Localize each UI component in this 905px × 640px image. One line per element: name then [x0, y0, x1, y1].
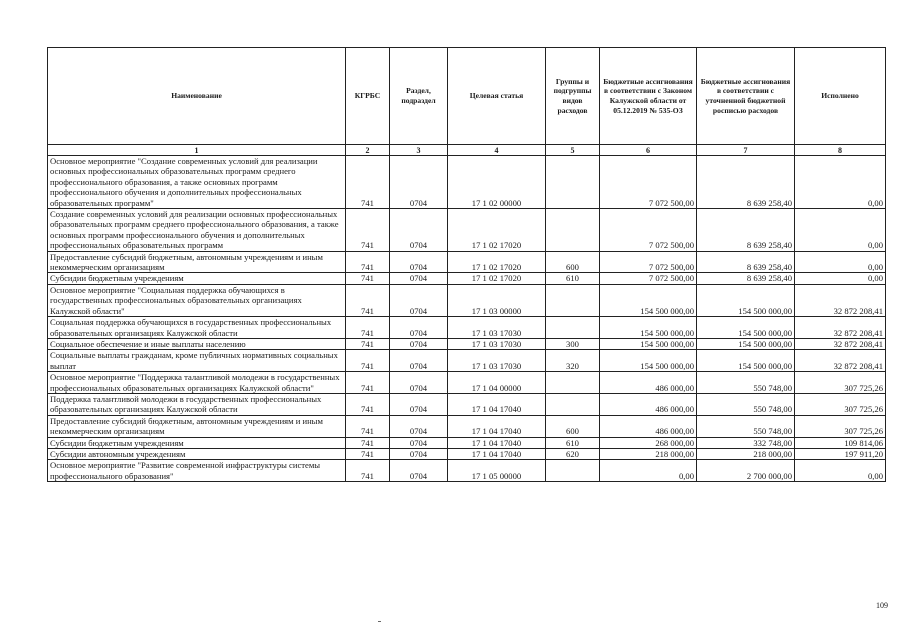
cell-executed: 32 872 208,41	[795, 284, 886, 316]
cell-name: Социальные выплаты гражданам, кроме публичных нормативных социальных выплат	[48, 350, 346, 372]
cell-group: 320	[546, 350, 600, 372]
cell-target: 17 1 02 17020	[448, 273, 546, 284]
table-row	[48, 251, 886, 273]
cell-executed: 307 725,26	[795, 415, 886, 437]
column-number: 4	[448, 145, 546, 156]
cell-executed: 0,00	[795, 460, 886, 482]
page-number: 109	[876, 601, 888, 610]
cell-target: 17 1 04 17040	[448, 448, 546, 459]
table-row	[48, 338, 886, 349]
table-row	[48, 317, 886, 339]
table-row	[48, 156, 886, 209]
cell-refined: 2 700 000,00	[697, 460, 795, 482]
cell-law: 0,00	[600, 460, 697, 482]
header-row	[48, 48, 886, 145]
cell-section: 0704	[390, 350, 448, 372]
cell-section: 0704	[390, 393, 448, 415]
cell-section: 0704	[390, 156, 448, 209]
cell-target: 17 1 02 17020	[448, 209, 546, 252]
cell-section: 0704	[390, 251, 448, 273]
column-number: 7	[697, 145, 795, 156]
cell-section: 0704	[390, 415, 448, 437]
cell-refined: 550 748,00	[697, 415, 795, 437]
cell-group	[546, 460, 600, 482]
cell-name: Социальное обеспечение и иные выплаты населению	[48, 338, 346, 349]
cell-kgrbs: 741	[346, 251, 390, 273]
cell-executed: 32 872 208,41	[795, 338, 886, 349]
cell-executed: 0,00	[795, 156, 886, 209]
cell-law: 7 072 500,00	[600, 209, 697, 252]
table-row	[48, 209, 886, 252]
cell-refined: 154 500 000,00	[697, 338, 795, 349]
cell-name: Основное мероприятие "Развитие современной инфраструктуры системы профессионального образования"	[48, 460, 346, 482]
cell-law: 7 072 500,00	[600, 273, 697, 284]
cell-group: 610	[546, 273, 600, 284]
scan-mark	[378, 621, 381, 622]
cell-executed: 0,00	[795, 251, 886, 273]
cell-target: 17 1 02 17020	[448, 251, 546, 273]
cell-law: 7 072 500,00	[600, 156, 697, 209]
cell-target: 17 1 03 00000	[448, 284, 546, 316]
cell-refined: 154 500 000,00	[697, 317, 795, 339]
cell-law: 268 000,00	[600, 437, 697, 448]
table-row	[48, 372, 886, 394]
column-number: 1	[48, 145, 346, 156]
cell-kgrbs: 741	[346, 415, 390, 437]
table-row	[48, 273, 886, 284]
cell-section: 0704	[390, 273, 448, 284]
cell-kgrbs: 741	[346, 284, 390, 316]
cell-group	[546, 393, 600, 415]
cell-target: 17 1 02 00000	[448, 156, 546, 209]
column-number: 3	[390, 145, 448, 156]
cell-law: 154 500 000,00	[600, 284, 697, 316]
cell-section: 0704	[390, 460, 448, 482]
column-number: 6	[600, 145, 697, 156]
table-row	[48, 284, 886, 316]
cell-group	[546, 284, 600, 316]
header-refined: Бюджетные ассигнования в соответствии с уточненной бюджетной росписью расходов	[697, 48, 795, 145]
cell-kgrbs: 741	[346, 209, 390, 252]
table-body	[48, 156, 886, 482]
cell-law: 154 500 000,00	[600, 350, 697, 372]
cell-executed: 307 725,26	[795, 393, 886, 415]
cell-kgrbs: 741	[346, 350, 390, 372]
cell-group: 610	[546, 437, 600, 448]
cell-refined: 332 748,00	[697, 437, 795, 448]
cell-kgrbs: 741	[346, 317, 390, 339]
cell-name: Субсидии бюджетным учреждениям	[48, 437, 346, 448]
header-executed: Исполнено	[795, 48, 886, 145]
cell-name: Субсидии автономным учреждениям	[48, 448, 346, 459]
header-kgrbs: КГРБС	[346, 48, 390, 145]
cell-group	[546, 156, 600, 209]
cell-section: 0704	[390, 372, 448, 394]
cell-group: 300	[546, 338, 600, 349]
cell-kgrbs: 741	[346, 156, 390, 209]
cell-refined: 8 639 258,40	[697, 156, 795, 209]
cell-name: Поддержка талантливой молодежи в государственных профессиональных образовательных организациях Калужской области	[48, 393, 346, 415]
cell-refined: 550 748,00	[697, 393, 795, 415]
header-target: Целевая статья	[448, 48, 546, 145]
cell-law: 7 072 500,00	[600, 251, 697, 273]
cell-target: 17 1 04 17040	[448, 393, 546, 415]
cell-refined: 218 000,00	[697, 448, 795, 459]
budget-table-container	[47, 47, 886, 482]
cell-name: Создание современных условий для реализации основных профессиональных образовательных программ среднего профессионального образования, а также основных программ профессионального обучения и дополнительных профессиональных образовательных программ	[48, 209, 346, 252]
cell-section: 0704	[390, 209, 448, 252]
cell-name: Основное мероприятие "Поддержка талантливой молодежи в государственных профессиональных образовательных организациях Калужской области"	[48, 372, 346, 394]
header-law: Бюджетные ассигнования в соответствии с Законом Калужской области от 05.12.2019 № 535-ОЗ	[600, 48, 697, 145]
cell-executed: 197 911,20	[795, 448, 886, 459]
table-row	[48, 393, 886, 415]
cell-name: Основное мероприятие "Создание современных условий для реализации основных профессиональных образовательных программ среднего профессионального образования, а также основных программ профессионального обучения и дополнительных профессиональных образовательных программ"	[48, 156, 346, 209]
budget-table	[47, 47, 886, 482]
cell-refined: 154 500 000,00	[697, 350, 795, 372]
table-row	[48, 460, 886, 482]
cell-name: Основное мероприятие "Социальная поддержка обучающихся в государственных профессиональных образовательных организациях Калужской области"	[48, 284, 346, 316]
cell-group	[546, 209, 600, 252]
cell-group	[546, 317, 600, 339]
cell-target: 17 1 03 17030	[448, 338, 546, 349]
cell-target: 17 1 03 17030	[448, 350, 546, 372]
cell-group: 620	[546, 448, 600, 459]
table-row	[48, 350, 886, 372]
cell-kgrbs: 741	[346, 338, 390, 349]
cell-executed: 307 725,26	[795, 372, 886, 394]
cell-name: Предоставление субсидий бюджетным, автономным учреждениям и иным некоммерческим организациям	[48, 251, 346, 273]
cell-refined: 550 748,00	[697, 372, 795, 394]
cell-refined: 8 639 258,40	[697, 209, 795, 252]
cell-law: 218 000,00	[600, 448, 697, 459]
cell-section: 0704	[390, 317, 448, 339]
cell-kgrbs: 741	[346, 460, 390, 482]
column-number-row	[48, 145, 886, 156]
table-row	[48, 448, 886, 459]
cell-law: 154 500 000,00	[600, 317, 697, 339]
cell-group: 600	[546, 251, 600, 273]
cell-target: 17 1 05 00000	[448, 460, 546, 482]
cell-executed: 109 814,06	[795, 437, 886, 448]
cell-executed: 0,00	[795, 273, 886, 284]
column-number: 8	[795, 145, 886, 156]
table-row	[48, 415, 886, 437]
header-group: Группы и подгруппы видов расходов	[546, 48, 600, 145]
cell-refined: 154 500 000,00	[697, 284, 795, 316]
column-number: 5	[546, 145, 600, 156]
cell-executed: 0,00	[795, 209, 886, 252]
cell-target: 17 1 03 17030	[448, 317, 546, 339]
cell-law: 486 000,00	[600, 415, 697, 437]
column-number: 2	[346, 145, 390, 156]
cell-kgrbs: 741	[346, 448, 390, 459]
cell-group: 600	[546, 415, 600, 437]
cell-section: 0704	[390, 437, 448, 448]
cell-group	[546, 372, 600, 394]
header-name: Наименование	[48, 48, 346, 145]
cell-target: 17 1 04 17040	[448, 437, 546, 448]
table-row	[48, 437, 886, 448]
cell-section: 0704	[390, 448, 448, 459]
cell-refined: 8 639 258,40	[697, 273, 795, 284]
cell-kgrbs: 741	[346, 393, 390, 415]
cell-law: 486 000,00	[600, 372, 697, 394]
header-section: Раздел, подраздел	[390, 48, 448, 145]
cell-target: 17 1 04 00000	[448, 372, 546, 394]
cell-executed: 32 872 208,41	[795, 317, 886, 339]
cell-section: 0704	[390, 338, 448, 349]
cell-section: 0704	[390, 284, 448, 316]
cell-name: Предоставление субсидий бюджетным, автономным учреждениям и иным некоммерческим организациям	[48, 415, 346, 437]
cell-executed: 32 872 208,41	[795, 350, 886, 372]
cell-law: 486 000,00	[600, 393, 697, 415]
cell-name: Социальная поддержка обучающихся в государственных профессиональных образовательных организациях Калужской области	[48, 317, 346, 339]
cell-target: 17 1 04 17040	[448, 415, 546, 437]
cell-kgrbs: 741	[346, 372, 390, 394]
cell-refined: 8 639 258,40	[697, 251, 795, 273]
cell-kgrbs: 741	[346, 273, 390, 284]
cell-law: 154 500 000,00	[600, 338, 697, 349]
cell-name: Субсидии бюджетным учреждениям	[48, 273, 346, 284]
cell-kgrbs: 741	[346, 437, 390, 448]
